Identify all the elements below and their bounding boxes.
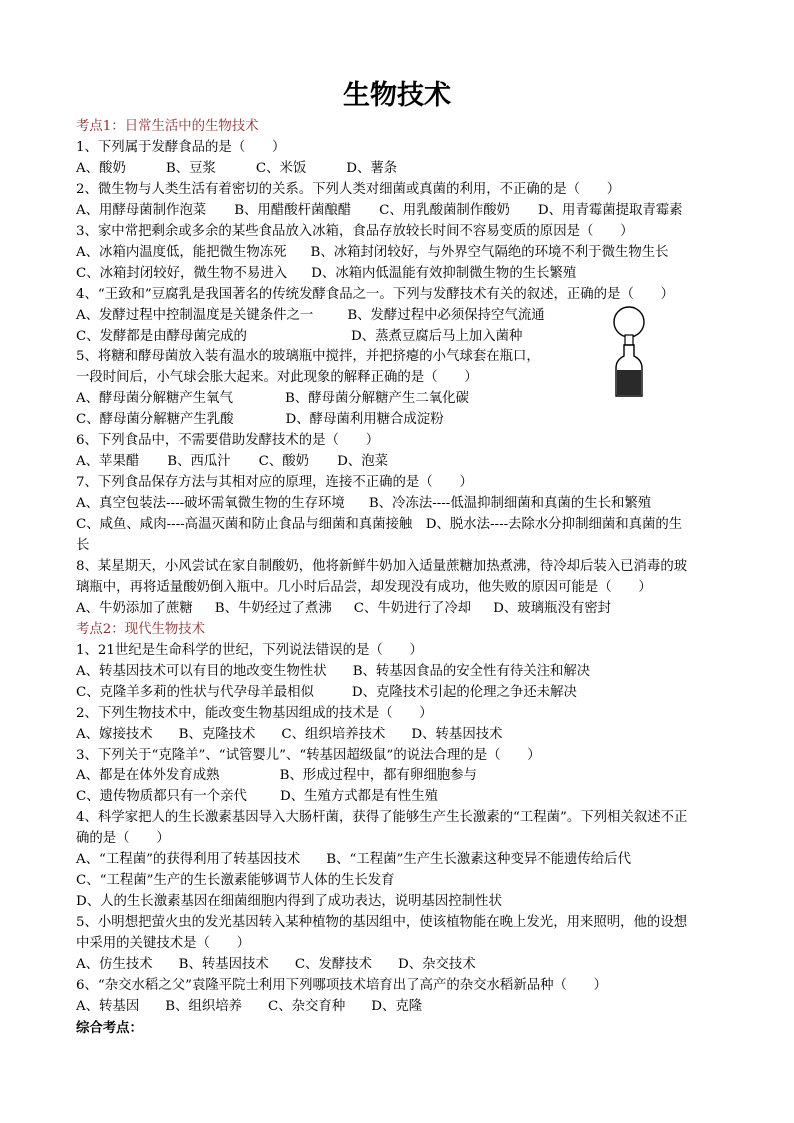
answer-options-row: [76, 662, 726, 682]
answer-option: D、转基因技术: [411, 726, 503, 742]
answer-option: D、玻璃瓶没有密封: [493, 600, 612, 616]
answer-option: B、转基因技术: [178, 957, 269, 972]
answer-option: B、发酵过程中必须保持空气流通: [347, 307, 545, 323]
question-text: 5、小明想把萤火虫的发光基因转入某种植物的基因组中，使该植物能在晚上发光，用来照明，他的设想: [76, 915, 688, 931]
answer-option: A、仿生技术: [76, 957, 153, 972]
question-text: 6、下列食品中，不需要借助发酵技术的是（ ）: [76, 433, 380, 449]
answer-option: C、用乳酸菌制作酸奶: [379, 202, 510, 218]
answer-option: B、形成过程中，都有卵细胞参与: [279, 768, 477, 784]
answer-option: C、克隆羊多莉的性状与代孕母羊最相似: [76, 684, 314, 700]
answer-options-row: [76, 264, 726, 284]
answer-option: B、冷冻法----低温抑制细菌和真菌的生长和繁殖: [368, 496, 652, 512]
answer-option: D、薯条: [346, 160, 398, 176]
answer-options-row: [76, 599, 726, 619]
answer-option: B、西瓜汁: [167, 454, 231, 470]
question-text: 3、家中常把剩余或多余的某些食品放入冰箱，食品存放较长时间不容易变质的原因是（ ）: [76, 223, 634, 239]
answer-option: D、冰箱内低温能有效抑制微生物的生长繁殖: [311, 265, 577, 281]
answer-option: C、酸奶: [258, 454, 310, 470]
question-text: D、人的生长激素基因在细菌细胞内得到了成功表达，说明基因控制性状: [76, 894, 502, 910]
question-text: 8、某星期天，小风尝试在家自制酸奶，他将新鲜牛奶加入适量蔗糖加热煮沸，待冷却后装入已消毒的玻: [76, 558, 688, 574]
question-text: 5、将糖和酵母菌放入装有温水的玻璃瓶中搅拌，并把挤瘪的小气球套在瓶口，: [76, 349, 540, 365]
page-title: 生物技术: [343, 80, 451, 111]
answer-option: A、苹果醋: [76, 454, 140, 470]
answer-option: A、牛奶添加了蔗糖: [76, 600, 193, 616]
answer-option: A、冰箱内温度低，能把微生物冻死: [76, 244, 287, 260]
question-text: C、咸鱼、咸肉----高温灭菌和防止食品与细菌和真菌接触 D、脱水法----去除水分抑制细菌和真菌的生: [76, 517, 683, 533]
question-text: 长: [76, 538, 90, 553]
answer-option: D、克隆技术引起的伦理之争还未解决: [351, 684, 577, 700]
answer-options-row: [76, 410, 726, 430]
answer-option: A、真空包装法----破坏需氧微生物的生存环境: [76, 496, 345, 512]
answer-options-row: [76, 452, 726, 472]
question-text: 4、科学家把人的生长激素基因导入大肠杆菌，获得了能够生产生长激素的“工程菌”。下列相关叙述不正: [76, 810, 688, 826]
section-heading: 考点2：现代生物技术: [76, 621, 206, 637]
answer-options-row: [76, 725, 726, 745]
answer-option: C、牛奶进行了冷却: [353, 600, 472, 616]
question-text: 4、“王致和”豆腐乳是我国著名的传统发酵食品之一。下列与发酵技术有关的叙述，正确的是（ ）: [76, 286, 675, 302]
answer-option: B、转基因食品的安全性有待关注和解决: [352, 663, 591, 679]
answer-options-row: [76, 683, 726, 703]
question-text: 6、“杂交水稻之父”袁隆平院士利用下列哪项技术培育出了高产的杂交水稻新品种（ ）: [76, 977, 608, 993]
answer-options-row: [76, 955, 726, 975]
question-text: 确的是（ ）: [76, 831, 170, 847]
answer-option: C、发酵都是由酵母菌完成的: [76, 328, 247, 344]
question-text: 3、下列关于“克隆羊”、“试管婴儿”、“转基因超级鼠”的说法合理的是（ ）: [76, 747, 541, 763]
answer-options-row: [76, 766, 726, 786]
answer-option: C、组织培养技术: [281, 726, 386, 742]
question-text: C、“工程菌”生产的生长激素能够调节人体的生长发育: [76, 873, 395, 889]
answer-option: A、“工程菌”的获得利用了转基因技术: [76, 852, 301, 868]
flask-with-balloon-illustration: [607, 304, 651, 400]
answer-option: C、酵母菌分解糖产生乳酸: [76, 412, 234, 428]
answer-option: B、克隆技术: [178, 726, 256, 742]
answer-options-row: [76, 201, 726, 221]
answer-option: B、组织培养: [165, 998, 243, 1014]
question-text: 2、微生物与人类生活有着密切的关系。下列人类对细菌或真菌的利用，不正确的是（ ）: [76, 181, 621, 197]
answer-option: D、用青霉菌提取青霉素: [537, 202, 683, 218]
answer-option: A、用酵母菌制作泡菜: [76, 202, 207, 218]
answer-option: B、牛奶经过了煮沸: [214, 600, 332, 616]
answer-option: D、泡菜: [337, 454, 388, 470]
answer-option: A、发酵过程中控制温度是关键条件之一: [76, 307, 314, 323]
answer-option: A、嫁接技术: [76, 726, 153, 742]
answer-option: D、生殖方式都是有性生殖: [279, 789, 438, 805]
balloon-shape: [614, 307, 644, 337]
answer-option: C、冰箱封闭较好，微生物不易进入: [76, 265, 288, 281]
answer-option: A、转基因: [76, 998, 140, 1014]
answer-option: C、米饭: [255, 160, 307, 176]
question-text: 璃瓶中，再将适量酸奶倒入瓶中。几小时后品尝，却发现没有成功，他失败的原因可能是（ ）: [76, 579, 652, 595]
answer-option: C、杂交育种: [268, 998, 346, 1014]
answer-option: D、酵母菌利用糖合成淀粉: [285, 412, 444, 428]
answer-option: B、酵母菌分解糖产生二氧化碳: [284, 391, 469, 407]
section-heading: 考点1：日常生活中的生物技术: [76, 119, 259, 134]
answer-option: A、酵母菌分解糖产生氧气: [76, 391, 233, 407]
question-text: 中采用的关键技术是（ ）: [76, 936, 251, 952]
answer-option: B、“工程菌”生产生长激素这种变异不能遗传给后代: [326, 852, 631, 868]
question-text: 1、下列属于发酵食品的是（ ）: [76, 139, 286, 155]
answer-option: D、蒸煮豆腐后马上加入菌种: [350, 328, 523, 344]
section-heading: 综合考点：: [76, 1019, 143, 1036]
answer-option: B、豆浆: [165, 160, 216, 176]
answer-option: D、克隆: [371, 998, 423, 1014]
answer-option: A、转基因技术可以有目的地改变生物性状: [76, 663, 327, 679]
answer-option: B、用醋酸杆菌酿醋: [234, 202, 352, 218]
answer-options-row: [76, 787, 726, 807]
answer-option: D、杂交技术: [398, 957, 476, 972]
answer-option: A、酸奶: [76, 160, 126, 176]
answer-options-row: [76, 850, 726, 870]
question-text: 一段时间后，小气球会胀大起来。对此现象的解释正确的是（ ）: [76, 370, 478, 386]
answer-options-row: [76, 997, 726, 1017]
question-text: 1、21世纪是生命科学的世纪，下列说法错误的是（ ）: [76, 642, 423, 658]
bottle-liquid: [617, 370, 641, 395]
answer-options-row: [76, 494, 726, 514]
answer-option: B、冰箱封闭较好，与外界空气隔绝的环境不利于微生物生长: [310, 244, 669, 260]
answer-option: C、遗传物质都只有一个亲代: [76, 789, 247, 805]
answer-option: C、发酵技术: [294, 957, 373, 972]
answer-options-row: [76, 159, 726, 179]
answer-option: A、都是在体外发育成熟: [76, 768, 220, 784]
question-text: 2、下列生物技术中，能改变生物基因组成的技术是（ ）: [76, 705, 433, 721]
question-text: 7、下列食品保存方法与其相对应的原理，连接不正确的是（ ）: [76, 475, 473, 491]
balloon-neck: [625, 335, 633, 345]
answer-options-row: [76, 243, 726, 263]
